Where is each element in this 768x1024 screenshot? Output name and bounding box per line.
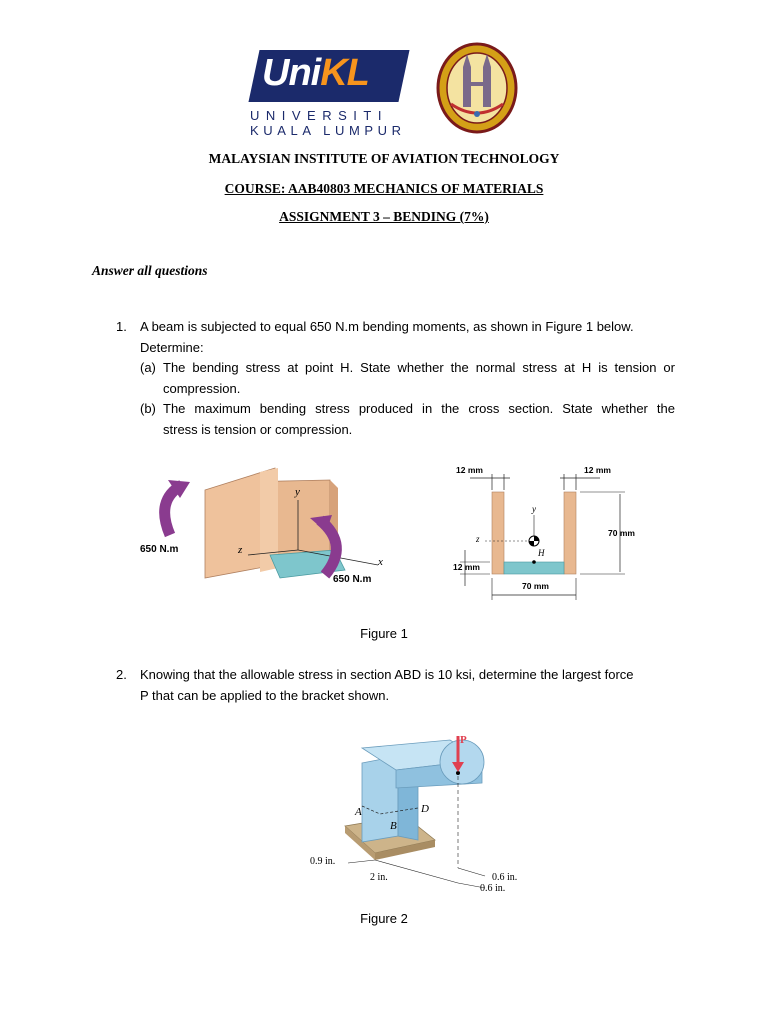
institute-title: MALAYSIAN INSTITUTE OF AVIATION TECHNOLOGY (208, 151, 560, 166)
q1-number: 1. (116, 319, 127, 334)
fig1-sec-z: z (476, 534, 480, 544)
fig2-label-b: B (390, 820, 397, 832)
fig2-dim-06a: 0.6 in. (492, 872, 518, 883)
q1b-line2: stress is tension or compression. (163, 422, 353, 437)
university-seal (436, 42, 518, 134)
q1a-line2: compression. (163, 381, 241, 396)
logo-brand-left: Uni (262, 52, 321, 94)
fig2-dim-2: 2 in. (370, 872, 388, 883)
fig1-axis-x: x (378, 556, 383, 568)
q1-line2: Determine: (140, 340, 204, 355)
q1b-line1: The maximum bending stress produced in the cross section. State whether the (163, 401, 675, 416)
fig1-dim-bottom: 12 mm (453, 562, 480, 572)
q2-line2: P that can be applied to the bracket shown. (140, 688, 390, 703)
assignment-title: ASSIGNMENT 3 – BENDING (7%) (279, 209, 489, 224)
q2-number: 2. (116, 667, 127, 682)
fig1-moment-right: 650 N.m (333, 574, 372, 585)
fig2-dim-06b: 0.6 in. (480, 883, 506, 894)
q2-line1: Knowing that the allowable stress in section ABD is 10 ksi, determine the largest force (140, 667, 634, 682)
seal-graphic (436, 42, 518, 134)
q1-line1: A beam is subjected to equal 650 N.m bending moments, as shown in Figure 1 below. (140, 319, 634, 334)
logo-line1: UNIVERSITI (250, 108, 388, 123)
unikl-logo (248, 50, 418, 140)
fig1-dim-top-right: 12 mm (584, 465, 611, 475)
logo-brand-right: KL (320, 52, 369, 94)
fig1-dim-height: 70 mm (608, 528, 635, 538)
fig2-label-a: A (355, 806, 362, 818)
logo-line2: KUALA LUMPUR (250, 123, 406, 138)
fig2-force-p: P (460, 734, 467, 746)
fig1-sec-y: y (532, 504, 536, 514)
fig1-dim-top-left: 12 mm (456, 465, 483, 475)
fig1-axis-y: y (295, 486, 300, 498)
figure-1 (120, 460, 650, 620)
fig2-label-d: D (421, 803, 429, 815)
fig1-moment-left: 650 N.m (140, 544, 179, 555)
figure-1-caption: Figure 1 (360, 626, 408, 641)
logo-brand-text (262, 52, 369, 95)
fig1-point-h: H (538, 548, 545, 558)
course-title: COURSE: AAB40803 MECHANICS OF MATERIALS (224, 181, 544, 196)
q1a-label: (a) (140, 360, 156, 375)
fig2-dim-09: 0.9 in. (310, 856, 336, 867)
fig1-axis-z: z (238, 544, 243, 556)
fig1-dim-width: 70 mm (522, 581, 549, 591)
instruction: Answer all questions (92, 263, 208, 278)
figure-2 (300, 728, 540, 898)
q1a-line1: The bending stress at point H. State whether the normal stress at H is tension or (163, 360, 675, 375)
q1b-label: (b) (140, 401, 156, 416)
figure-2-caption: Figure 2 (360, 911, 408, 926)
